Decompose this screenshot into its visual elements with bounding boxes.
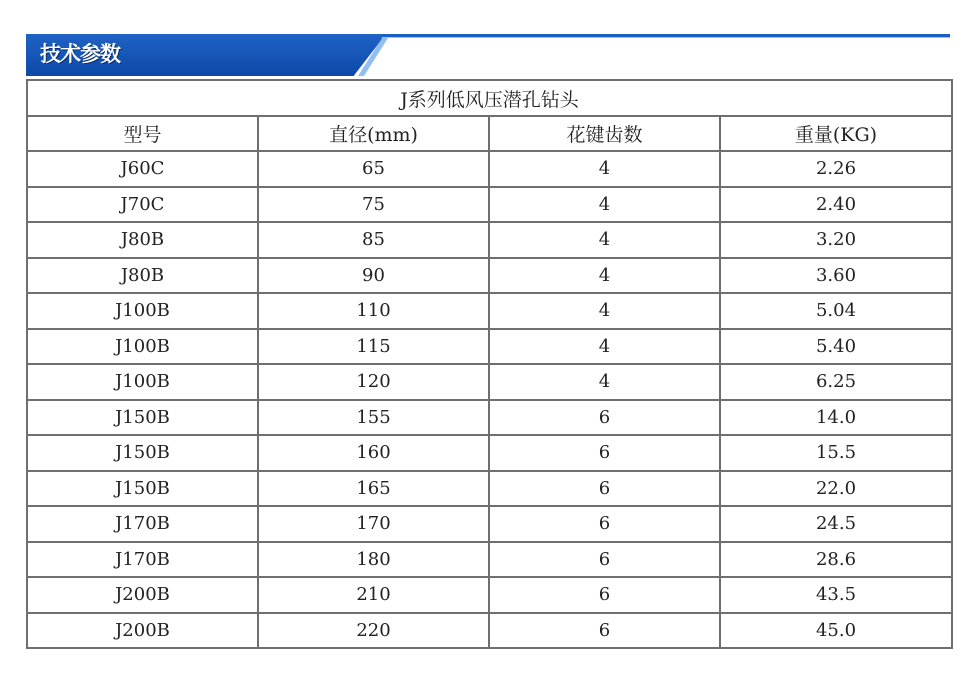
table-row [27,435,952,471]
cell-weight: 3.20 [720,222,952,258]
table-row [27,329,952,365]
cell-spline-teeth: 6 [489,613,720,649]
table-row [27,400,952,436]
cell-model: J200B [27,613,258,649]
table-title: J系列低风压潜孔钻头 [27,80,952,116]
table-row [27,293,952,329]
cell-spline-teeth: 4 [489,329,720,365]
cell-model: J60C [27,151,258,187]
table-row [27,613,952,649]
cell-model: J80B [27,222,258,258]
column-header-weight: 重量(KG) [720,116,952,151]
table-row [27,187,952,223]
cell-weight: 2.26 [720,151,952,187]
cell-model: J150B [27,400,258,436]
column-header-diameter: 直径(mm) [258,116,489,151]
cell-diameter: 220 [258,613,489,649]
cell-spline-teeth: 4 [489,293,720,329]
cell-diameter: 115 [258,329,489,365]
table-title-row [27,80,952,116]
cell-spline-teeth: 4 [489,222,720,258]
cell-weight: 43.5 [720,577,952,613]
cell-spline-teeth: 6 [489,542,720,578]
cell-model: J170B [27,506,258,542]
cell-model: J70C [27,187,258,223]
cell-spline-teeth: 4 [489,187,720,223]
cell-weight: 28.6 [720,542,952,578]
table-row [27,577,952,613]
cell-model: J100B [27,293,258,329]
cell-diameter: 165 [258,471,489,507]
cell-diameter: 160 [258,435,489,471]
cell-spline-teeth: 4 [489,151,720,187]
cell-diameter: 155 [258,400,489,436]
cell-model: J80B [27,258,258,294]
cell-spline-teeth: 4 [489,364,720,400]
cell-weight: 15.5 [720,435,952,471]
cell-spline-teeth: 6 [489,577,720,613]
cell-diameter: 180 [258,542,489,578]
table-row [27,471,952,507]
cell-weight: 5.40 [720,329,952,365]
cell-weight: 24.5 [720,506,952,542]
table-row [27,222,952,258]
table-row [27,364,952,400]
cell-spline-teeth: 4 [489,258,720,294]
table-row [27,258,952,294]
cell-spline-teeth: 6 [489,435,720,471]
cell-model: J100B [27,364,258,400]
cell-spline-teeth: 6 [489,471,720,507]
table-header-row [27,116,952,151]
cell-model: J170B [27,542,258,578]
cell-diameter: 170 [258,506,489,542]
cell-model: J150B [27,435,258,471]
cell-diameter: 65 [258,151,489,187]
cell-weight: 2.40 [720,187,952,223]
section-title: 技术参数 [40,42,120,66]
cell-spline-teeth: 6 [489,400,720,436]
cell-weight: 3.60 [720,258,952,294]
cell-diameter: 110 [258,293,489,329]
section-header [26,34,950,76]
cell-model: J200B [27,577,258,613]
cell-diameter: 210 [258,577,489,613]
cell-weight: 6.25 [720,364,952,400]
cell-diameter: 90 [258,258,489,294]
section-header-rule-thin [382,37,950,38]
cell-weight: 14.0 [720,400,952,436]
column-header-spline-teeth: 花键齿数 [489,116,720,151]
cell-model: J100B [27,329,258,365]
table-row [27,151,952,187]
column-header-model: 型号 [27,116,258,151]
cell-diameter: 120 [258,364,489,400]
cell-model: J150B [27,471,258,507]
table-row [27,506,952,542]
cell-spline-teeth: 6 [489,506,720,542]
cell-diameter: 85 [258,222,489,258]
cell-weight: 22.0 [720,471,952,507]
spec-table [26,79,953,649]
table-row [27,542,952,578]
cell-weight: 45.0 [720,613,952,649]
cell-weight: 5.04 [720,293,952,329]
cell-diameter: 75 [258,187,489,223]
